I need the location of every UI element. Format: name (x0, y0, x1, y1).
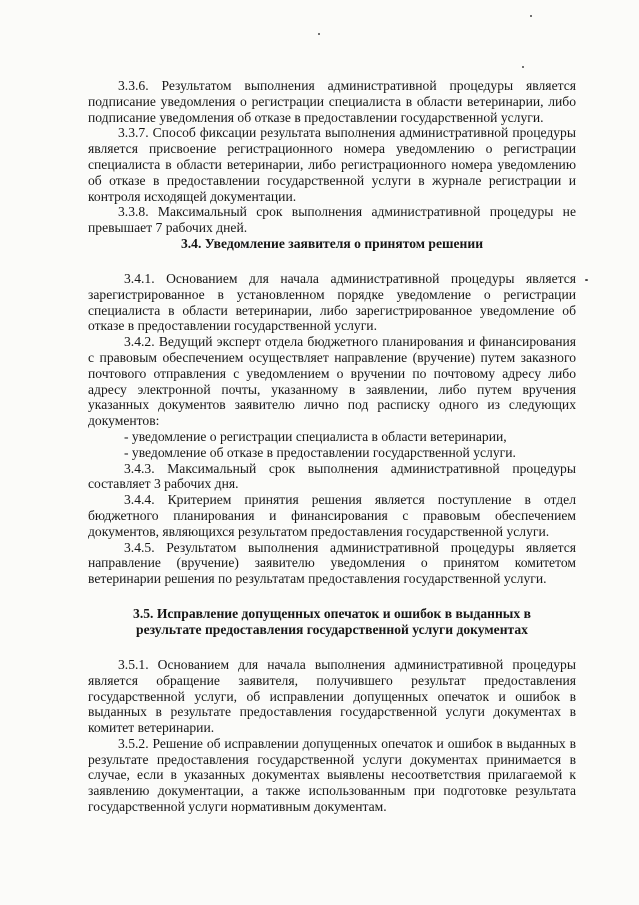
paragraph-3-5-1: 3.5.1. Основанием для начала выполнения административной процедуры является обращение заявителя, получившего результат предоставления государственной услуги, об исправлении допущенных опечаток и ошибок в выданных в результате предоставления государственной услуги документах в комитет ветеринарии. (88, 656, 576, 736)
paragraph-3-3-6: 3.3.6. Результатом выполнения административной процедуры является подписание уведомления о регистрации специалиста в области ветеринарии, либо подписание уведомления об отказе в предоставлении государственной услуги. (88, 78, 576, 125)
scan-speck (530, 15, 532, 17)
list-item-notification-refusal: - уведомление об отказе в предоставлении государственной услуги. (124, 444, 516, 460)
heading-3-4: 3.4. Уведомление заявителя о принятом решении (180, 235, 484, 251)
heading-3-5-line-2: результате предоставления государственной услуги документах (136, 621, 528, 637)
heading-3-5-line-1: 3.5. Исправление допущенных опечаток и ошибок в выданных в (133, 605, 531, 621)
paragraph-3-4-4: 3.4.4. Критерием принятия решения является поступление в отдел бюджетного планирования и финансирования с правовым обеспечением документов, являющихся результатом предоставления государственной услуги. (88, 492, 576, 539)
paragraph-3-3-7: 3.3.7. Способ фиксации результата выполнения административной процедуры является присвоение регистрационного номера уведомлению о регистрации специалиста в области ветеринарии, либо регистрационного номера уведомлению об отказе в предоставлении государственной услуги в журнале регистрации и контроля исходящей документации. (88, 125, 576, 204)
paragraph-3-4-2: 3.4.2. Ведущий эксперт отдела бюджетного планирования и финансирования с правовым обеспечением осуществляет направление (вручение) путем заказного почтового отправления с уведомлением о вручении по почтовому адресу либо адресу электронной почты, указанному в заявлении, либо путем вручения указанных документов заявителю лично под расписку одного из следующих документов: (88, 334, 576, 429)
paragraph-3-4-5: 3.4.5. Результатом выполнения административной процедуры является направление (вручение) заявителю уведомления о принятом комитетом ветеринарии решения по результатам предоставления государственной услуги. (88, 539, 576, 587)
heading-3-5 (88, 606, 576, 638)
paragraph-3-4-1: 3.4.1. Основанием для начала административной процедуры является зарегистрированное в установленном порядке уведомление о регистрации специалиста в области ветеринарии, либо зарегистрированное уведомление об отказе в предоставлении государственной услуги. (88, 270, 576, 334)
list-item-notification-registration: - уведомление о регистрации специалиста в области ветеринарии, (124, 428, 507, 444)
scan-speck (585, 279, 588, 281)
scan-speck (522, 66, 524, 68)
document-page (88, 78, 576, 815)
scan-speck (318, 33, 320, 35)
paragraph-3-3-8: 3.3.8. Максимальный срок выполнения административной процедуры не превышает 7 рабочих дней. (88, 204, 576, 236)
paragraph-3-4-3: 3.4.3. Максимальный срок выполнения административной процедуры составляет 3 рабочих дня. (88, 460, 576, 492)
paragraph-3-5-2: 3.5.2. Решение об исправлении допущенных опечаток и ошибок в выданных в результате предоставления государственной услуги документах принимается в случае, если в указанных документах выявлены несоответствия прилагаемой к заявлению документации, а также использованным при подготовке результата государственной услуги нормативным документам. (88, 735, 576, 815)
